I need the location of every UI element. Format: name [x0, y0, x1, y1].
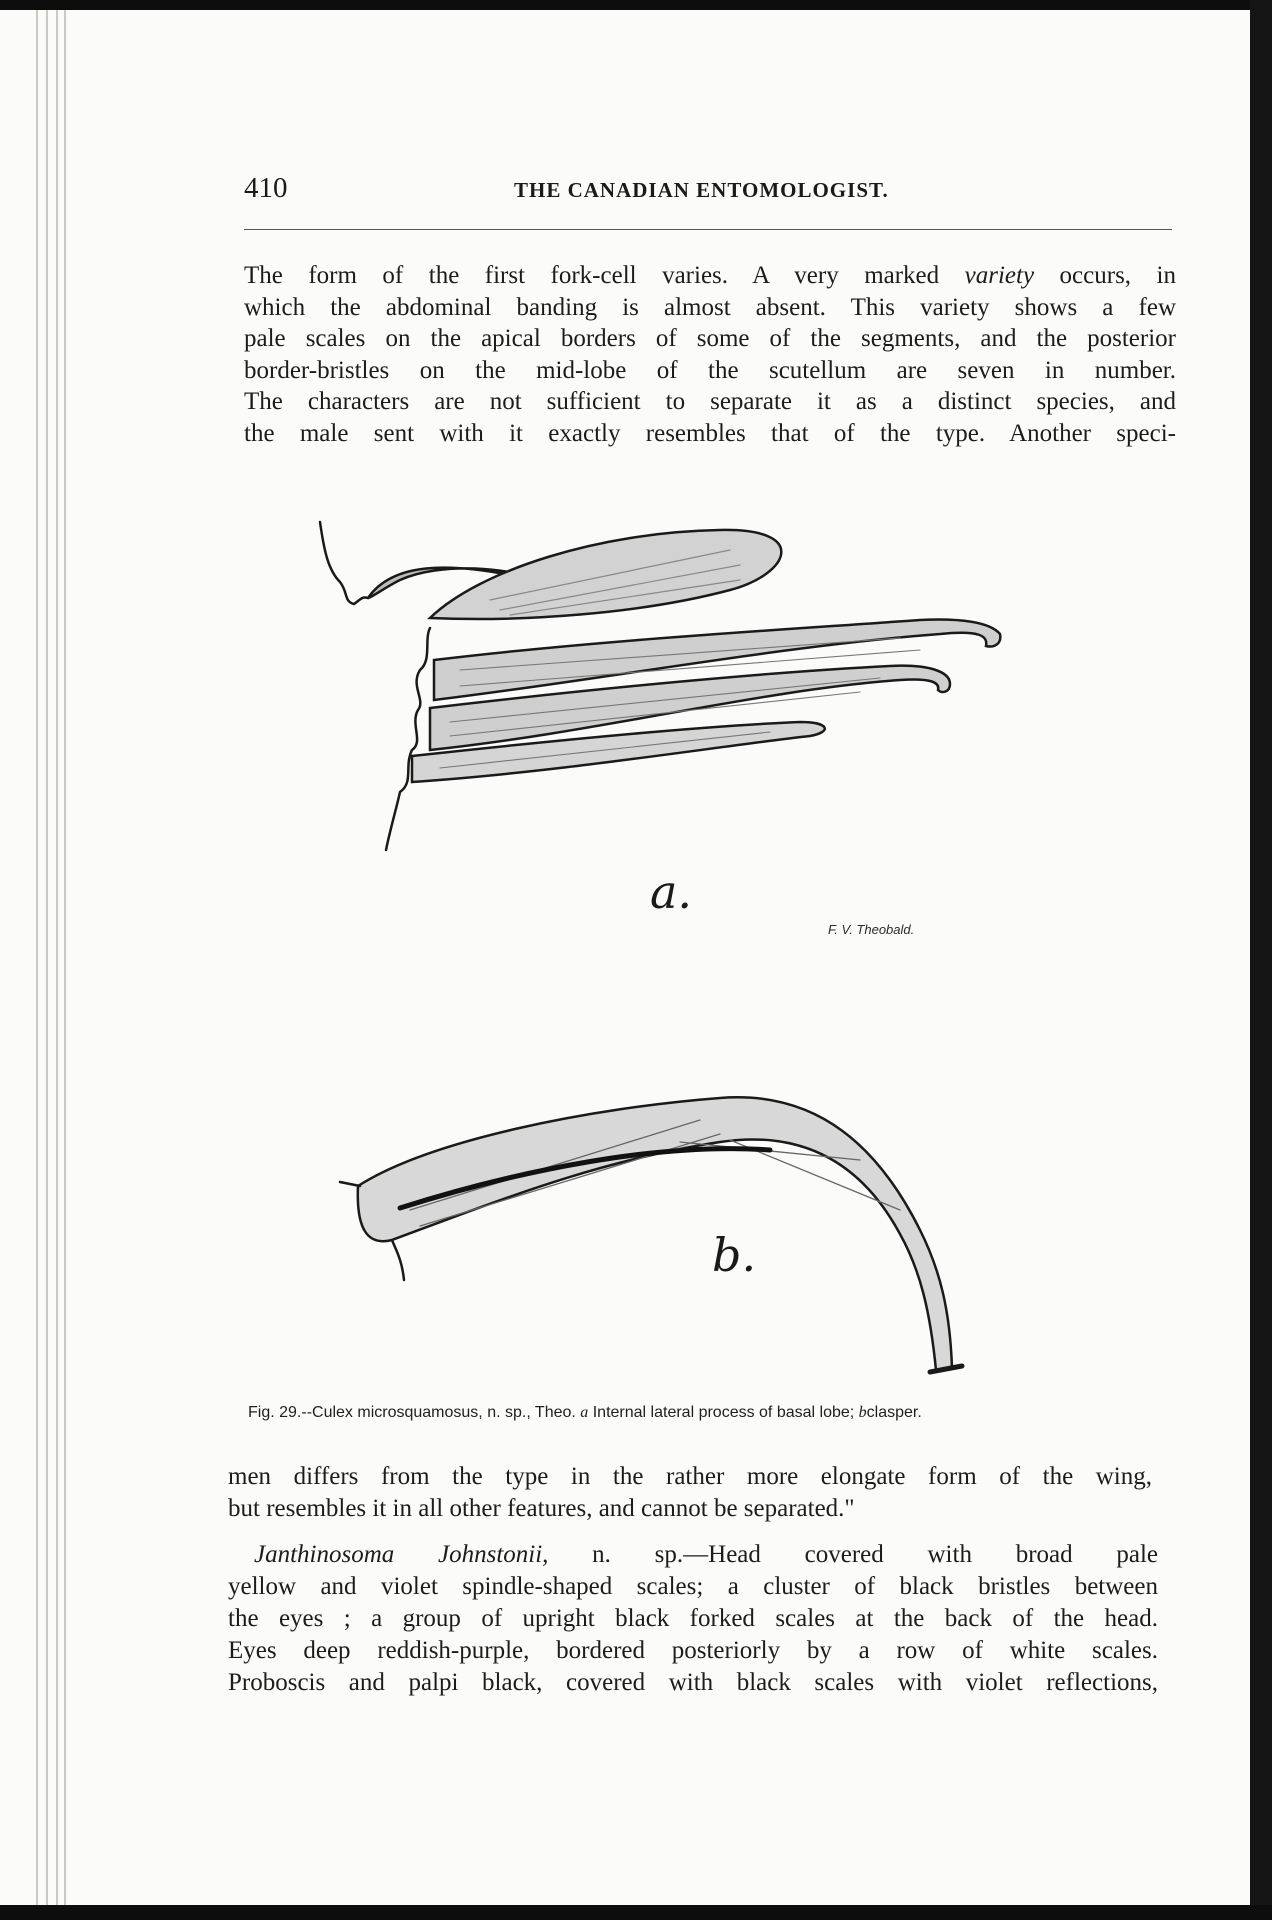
- header-rule: [244, 229, 1172, 230]
- text-line: Proboscis and palpi black, covered with black scales with violet reflections,: [228, 1669, 1158, 1696]
- page-number: 410: [244, 172, 288, 204]
- text-line: [228, 1539, 1158, 1571]
- figure-b-drawing: [340, 1097, 962, 1372]
- text-span: occurs, in: [1034, 262, 1176, 289]
- emphasis-text: variety: [964, 262, 1035, 289]
- base-edge: [386, 628, 430, 850]
- leaf-lobe: [430, 530, 781, 619]
- figure-a-drawing: [320, 522, 1000, 850]
- species-name: Janthinosoma Johnstonii,: [254, 1541, 549, 1568]
- clasper-shape: [358, 1097, 952, 1370]
- text-line: but resembles it in all other features, and cannot be separated.": [228, 1494, 855, 1522]
- page-edge-line: [46, 10, 48, 1905]
- caption-label-a: a: [580, 1404, 589, 1421]
- page-edge-line: [64, 10, 66, 1905]
- paragraph-continuation: [228, 1461, 1152, 1524]
- text-line: yellow and violet spindle-shaped scales; a cluster of black bristles between: [228, 1573, 1158, 1600]
- scan-border-bottom: [0, 1905, 1272, 1920]
- text-line: border-bristles on the mid-lobe of the scutellum are seven in number.: [244, 356, 1176, 384]
- caption-label-b: b: [858, 1404, 867, 1421]
- caption-text: clasper.: [866, 1404, 922, 1421]
- text-span: n. sp.—Head covered with broad pale: [548, 1541, 1158, 1568]
- figure-label-a: a.: [650, 865, 693, 919]
- journal-title: THE CANADIAN ENTOMOLOGIST.: [514, 178, 889, 202]
- page-edge-line: [56, 10, 58, 1905]
- figure-credit: F. V. Theobald.: [828, 922, 915, 937]
- scan-border-right: [1250, 0, 1272, 1920]
- text-line: the eyes ; a group of upright black forked scales at the back of the head.: [228, 1605, 1158, 1632]
- text-line: which the abdominal banding is almost absent. This variety shows a few: [244, 293, 1176, 321]
- figure-label-b: b.: [712, 1228, 757, 1282]
- appendage-stalk: [320, 522, 368, 604]
- text-line: pale scales on the apical borders of some of the segments, and the posterior: [244, 325, 1176, 352]
- text-span: The form of the first fork-cell varies. A very marked: [244, 262, 965, 289]
- caption-fig-number: Fig. 29.: [248, 1404, 302, 1421]
- running-head: [244, 172, 1170, 212]
- text-line: The characters are not sufficient to separate it as a distinct species, and: [244, 388, 1176, 415]
- paragraph-top: [244, 260, 1176, 449]
- text-line: the male sent with it exactly resembles that of the type. Another speci-: [244, 419, 1176, 447]
- caption-text: --Culex microsquamosus, n. sp., Theo.: [301, 1404, 581, 1421]
- text-line: [244, 260, 1176, 292]
- caption-text: Internal lateral process of basal lobe;: [588, 1404, 859, 1421]
- page-edge-line: [36, 10, 38, 1905]
- figure-caption: [248, 1404, 922, 1422]
- text-line: Eyes deep reddish-purple, bordered posteriorly by a row of white scales.: [228, 1637, 1158, 1664]
- figure-illustration: [300, 510, 1120, 1390]
- text-line: men differs from the type in the rather more elongate form of the wing,: [228, 1463, 1152, 1490]
- paragraph-species: [228, 1539, 1158, 1699]
